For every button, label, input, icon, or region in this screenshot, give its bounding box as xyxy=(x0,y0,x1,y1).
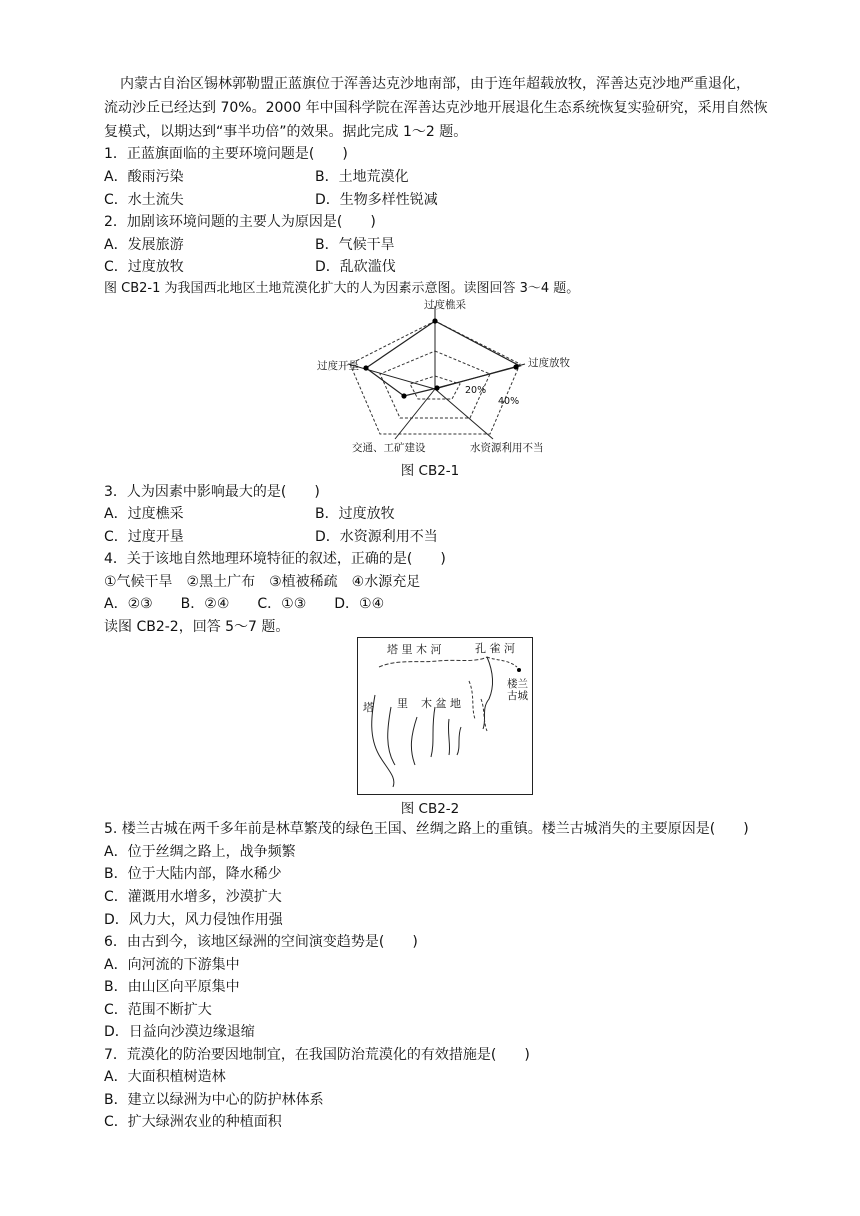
point-right xyxy=(513,364,518,369)
q2-option-c: C．过度放牧 xyxy=(104,259,184,275)
q7-option-c: C．扩大绿洲农业的种植面积 xyxy=(104,1114,282,1130)
ring-40: 40% xyxy=(498,396,520,407)
q1-stem: 1．正蓝旗面临的主要环境问题是( ) xyxy=(104,146,348,162)
q7-stem: 7．荒漠化的防治要因地制宜，在我国防治荒漠化的有效措施是( ) xyxy=(104,1047,530,1063)
q5-stem: 5. 楼兰古城在两千多年前是林草繁茂的绿色王国、丝绸之路上的重镇。楼兰古城消失的主要原因是( ) xyxy=(104,821,749,837)
point-top xyxy=(432,318,437,323)
q6-option-b: B．由山区向平原集中 xyxy=(104,979,240,995)
passage1-line2: 流动沙丘已经达到 70%。2000 年中国科学院在浑善达克沙地开展退化生态系统恢复实验研究，采用自然恢 xyxy=(104,100,768,116)
city-loulan-label-2: 古城 xyxy=(507,690,528,702)
q3-option-d: D．水资源利用不当 xyxy=(315,529,438,545)
label-bottom-left: 交通、工矿建设 xyxy=(352,442,426,454)
q7-option-b: B．建立以绿洲为中心的防护林体系 xyxy=(104,1092,324,1108)
q6-option-c: C．范围不断扩大 xyxy=(104,1002,212,1018)
label-left: 过度开垦 xyxy=(317,360,359,372)
caption-cb2-1: 图 CB2-1 xyxy=(400,463,460,479)
q2-option-b: B．气候干旱 xyxy=(315,237,395,253)
q6-option-a: A．向河流的下游集中 xyxy=(104,957,240,973)
q7-option-a: A．大面积植树造林 xyxy=(104,1069,226,1085)
loulan-dot xyxy=(517,668,521,672)
q5-option-b: B．位于大陆内部，降水稀少 xyxy=(104,866,282,882)
point-bottom-left xyxy=(401,393,406,398)
q1-option-a: A．酸雨污染 xyxy=(104,169,184,185)
q5-option-d: D．风力大，风力侵蚀作用强 xyxy=(104,912,283,928)
q1-option-b: B．土地荒漠化 xyxy=(315,169,409,185)
label-top: 过度樵采 xyxy=(424,299,466,311)
q4-stem: 4．关于该地自然地理环境特征的叙述，正确的是( ) xyxy=(104,551,446,567)
basin-label-ta: 塔 xyxy=(363,701,374,714)
q1-option-c: C．水土流失 xyxy=(104,192,184,208)
q6-option-d: D．日益向沙漠边缘退缩 xyxy=(104,1024,255,1040)
point-bottom-right xyxy=(434,385,439,390)
ring-20: 20% xyxy=(465,385,487,396)
basin-label-li: 里 xyxy=(397,697,408,710)
label-right: 过度放牧 xyxy=(528,357,570,369)
figure-cb2-1 xyxy=(300,296,570,458)
city-loulan-label-1: 楼兰 xyxy=(507,678,528,690)
caption-cb2-2: 图 CB2-2 xyxy=(400,801,460,817)
q5-option-c: C．灌溉用水增多，沙漠扩大 xyxy=(104,889,282,905)
q3-option-c: C．过度开垦 xyxy=(104,529,184,545)
q3-option-b: B．过度放牧 xyxy=(315,506,395,522)
q4-options: A．②③ B．②④ C．①③ D．①④ xyxy=(104,596,385,612)
q4-items: ①气候干旱 ②黑土广布 ③植被稀疏 ④水源充足 xyxy=(104,574,421,590)
point-left xyxy=(363,365,368,370)
river-tarim-label: 塔 里 木 河 xyxy=(387,643,442,656)
q2-option-a: A．发展旅游 xyxy=(104,237,184,253)
figure-cb2-2 xyxy=(357,637,533,795)
q3-stem: 3．人为因素中影响最大的是( ) xyxy=(104,484,320,500)
intro-fig1: 图 CB2-1 为我国西北地区土地荒漠化扩大的人为因素示意图。读图回答 3～4 题。 xyxy=(104,281,580,296)
river-kongque-label: 孔 雀 河 xyxy=(475,642,515,655)
q3-option-a: A．过度樵采 xyxy=(104,506,184,522)
label-bottom-right: 水资源利用不当 xyxy=(470,442,544,454)
intro-fig2: 读图 CB2-2，回答 5～7 题。 xyxy=(104,619,290,635)
q2-stem: 2．加剧该环境问题的主要人为原因是( ) xyxy=(104,214,376,230)
passage1-line1: 内蒙古自治区锡林郭勒盟正蓝旗位于浑善达克沙地南部，由于连年超载放牧，浑善达克沙地严重退化， xyxy=(120,76,750,92)
q6-stem: 6．由古到今，该地区绿洲的空间演变趋势是( ) xyxy=(104,934,418,950)
q2-option-d: D．乱砍滥伐 xyxy=(315,259,396,275)
q5-option-a: A．位于丝绸之路上，战争频繁 xyxy=(104,844,296,860)
passage1-line3: 复模式，以期达到“事半功倍”的效果。据此完成 1～2 题。 xyxy=(104,124,468,140)
q1-option-d: D．生物多样性锐减 xyxy=(315,192,438,208)
basin-label-rest: 木 盆 地 xyxy=(421,697,461,710)
